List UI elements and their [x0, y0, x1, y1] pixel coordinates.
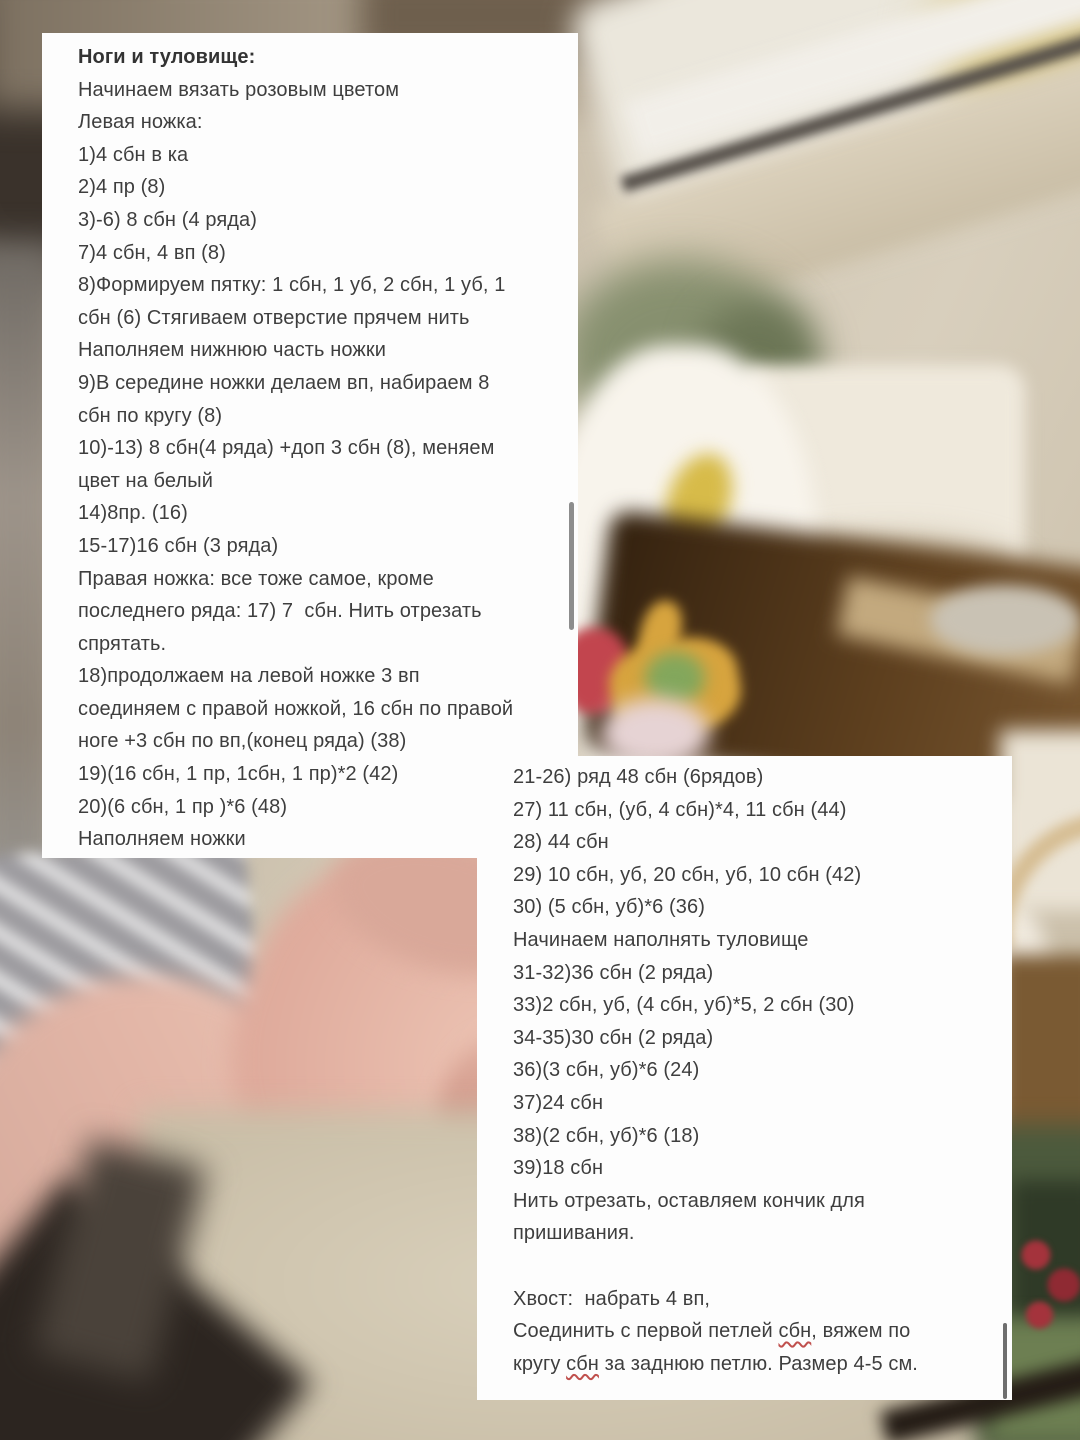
pattern-line [513, 794, 1002, 827]
text-run: спрятать. [78, 632, 167, 655]
green-collar [645, 652, 705, 704]
text-run: 18)продолжаем на левой ножке 3 вп [78, 665, 420, 688]
text-run: Хвост: набрать 4 вп, [513, 1287, 711, 1310]
pattern-line [78, 139, 568, 172]
text-run: последнего ряда: 17) 7 сбн. Нить отрезать [78, 600, 482, 623]
text-run: 15-17)16 сбн (3 ряда) [78, 534, 279, 557]
pattern-line [513, 891, 1002, 924]
text-run: 29) 10 сбн, уб, 20 сбн, уб, 10 сбн (42) [513, 863, 862, 886]
pattern-note-left [42, 33, 578, 858]
pattern-line [78, 367, 568, 400]
text-run: 19)(16 сбн, 1 пр, 1сбн, 1 пр)*2 (42) [78, 763, 399, 786]
pattern-line [513, 1054, 1002, 1087]
text-run: Начинаем наполнять туловище [513, 928, 809, 951]
pattern-line [78, 497, 568, 530]
pattern-line [513, 859, 1002, 892]
pattern-line [513, 1250, 1002, 1283]
text-run: , вяжем по [811, 1320, 911, 1343]
text-run: 8)Формируем пятку: 1 сбн, 1 уб, 2 сбн, 1 уб, 1 [78, 274, 506, 297]
misspelled-word: сбн [566, 1352, 599, 1375]
pattern-line [78, 269, 568, 302]
text-run: Наполняем ножки [78, 828, 246, 851]
pattern-line [78, 725, 568, 758]
pattern-line [78, 74, 568, 107]
pattern-line [513, 1120, 1002, 1153]
text-run: пришивания. [513, 1222, 635, 1245]
pattern-line [513, 1283, 1002, 1316]
pattern-line [78, 41, 568, 74]
pattern-line [78, 465, 568, 498]
text-run: 33)2 сбн, уб, (4 сбн, уб)*5, 2 сбн (30) [513, 994, 855, 1017]
pattern-line [78, 237, 568, 270]
right-scrollbar-thumb[interactable] [1003, 1323, 1007, 1399]
text-run: цвет на белый [78, 469, 213, 492]
text-run: 34-35)30 сбн (2 ряда) [513, 1026, 714, 1049]
pattern-line [78, 660, 568, 693]
pattern-line [513, 989, 1002, 1022]
misspelled-word: сбн [778, 1320, 812, 1343]
text-run: 37)24 сбн [513, 1091, 604, 1114]
pattern-line [513, 924, 1002, 957]
pattern-text-legs-body [78, 41, 568, 856]
pattern-line [78, 106, 568, 139]
pattern-line [78, 171, 568, 204]
text-run: 36)(3 сбн, уб)*6 (24) [513, 1059, 700, 1082]
text-run: Начинаем вязать розовым цветом [78, 78, 400, 101]
pattern-text-body-tail [513, 761, 1002, 1380]
text-run: Соединить с первой петлей [513, 1320, 779, 1343]
text-run: соединяем с правой ножкой, 16 сбн по правой [78, 697, 514, 720]
text-run: 27) 11 сбн, (уб, 4 сбн)*4, 11 сбн (44) [513, 798, 847, 821]
pattern-line [513, 761, 1002, 794]
text-run: ноге +3 сбн по вп,(конец ряда) (38) [78, 730, 407, 753]
text-run: 39)18 сбн [513, 1157, 604, 1180]
pearl-garland-blur [930, 585, 1080, 655]
text-run: 31-32)36 сбн (2 ряда) [513, 961, 714, 984]
text-run: кругу [513, 1352, 567, 1375]
text-run: Правая ножка: все тоже самое, кроме [78, 567, 434, 590]
pattern-line [513, 957, 1002, 990]
pattern-line [78, 693, 568, 726]
text-run: 30) (5 сбн, уб)*6 (36) [513, 896, 705, 919]
pattern-line [78, 334, 568, 367]
text-run: 2)4 пр (8) [78, 176, 166, 199]
text-run: 3)-6) 8 сбн (4 ряда) [78, 208, 258, 231]
pattern-line [78, 432, 568, 465]
text-run: 9)В середине ножки делаем вп, набираем 8 [78, 371, 490, 394]
text-run: 1)4 сбн в ка [78, 143, 189, 166]
pattern-line [78, 595, 568, 628]
text-run: 7)4 сбн, 4 вп (8) [78, 241, 226, 264]
pattern-line [513, 1217, 1002, 1250]
pattern-line [78, 302, 568, 335]
text-run: Левая ножка: [78, 111, 203, 134]
pattern-line [78, 204, 568, 237]
pattern-line [78, 400, 568, 433]
pattern-line [513, 1185, 1002, 1218]
pattern-line [513, 1348, 1002, 1381]
text-run: за заднюю петлю. Размер 4-5 см. [598, 1352, 918, 1375]
text-run: сбн (6) Стягиваем отверстие прячем нить [78, 306, 470, 329]
pattern-line [513, 1152, 1002, 1185]
left-scrollbar-thumb[interactable] [569, 502, 574, 630]
text-run: Нить отрезать, оставляем кончик для [513, 1189, 865, 1212]
pattern-line [78, 563, 568, 596]
text-run: Ноги и туловище: [78, 46, 256, 68]
pattern-line [78, 530, 568, 563]
pattern-line [78, 628, 568, 661]
text-run: сбн по кругу (8) [78, 404, 223, 427]
pattern-line [513, 1022, 1002, 1055]
pattern-line [513, 1087, 1002, 1120]
text-run: 14)8пр. (16) [78, 502, 188, 525]
text-run: 10)-13) 8 сбн(4 ряда) +доп 3 сбн (8), меняем [78, 437, 495, 460]
pattern-note-right [477, 756, 1012, 1400]
red-berries [1015, 1235, 1080, 1335]
text-run: 28) 44 сбн [513, 831, 609, 854]
text-run: 20)(6 сбн, 1 пр )*6 (48) [78, 795, 288, 818]
text-run: 38)(2 сбн, уб)*6 (18) [513, 1124, 700, 1147]
text-run: 21-26) ряд 48 сбн (6рядов) [513, 766, 764, 788]
text-run: Наполняем нижнюю часть ножки [78, 339, 386, 362]
pattern-line [513, 1315, 1002, 1348]
pattern-line [513, 826, 1002, 859]
